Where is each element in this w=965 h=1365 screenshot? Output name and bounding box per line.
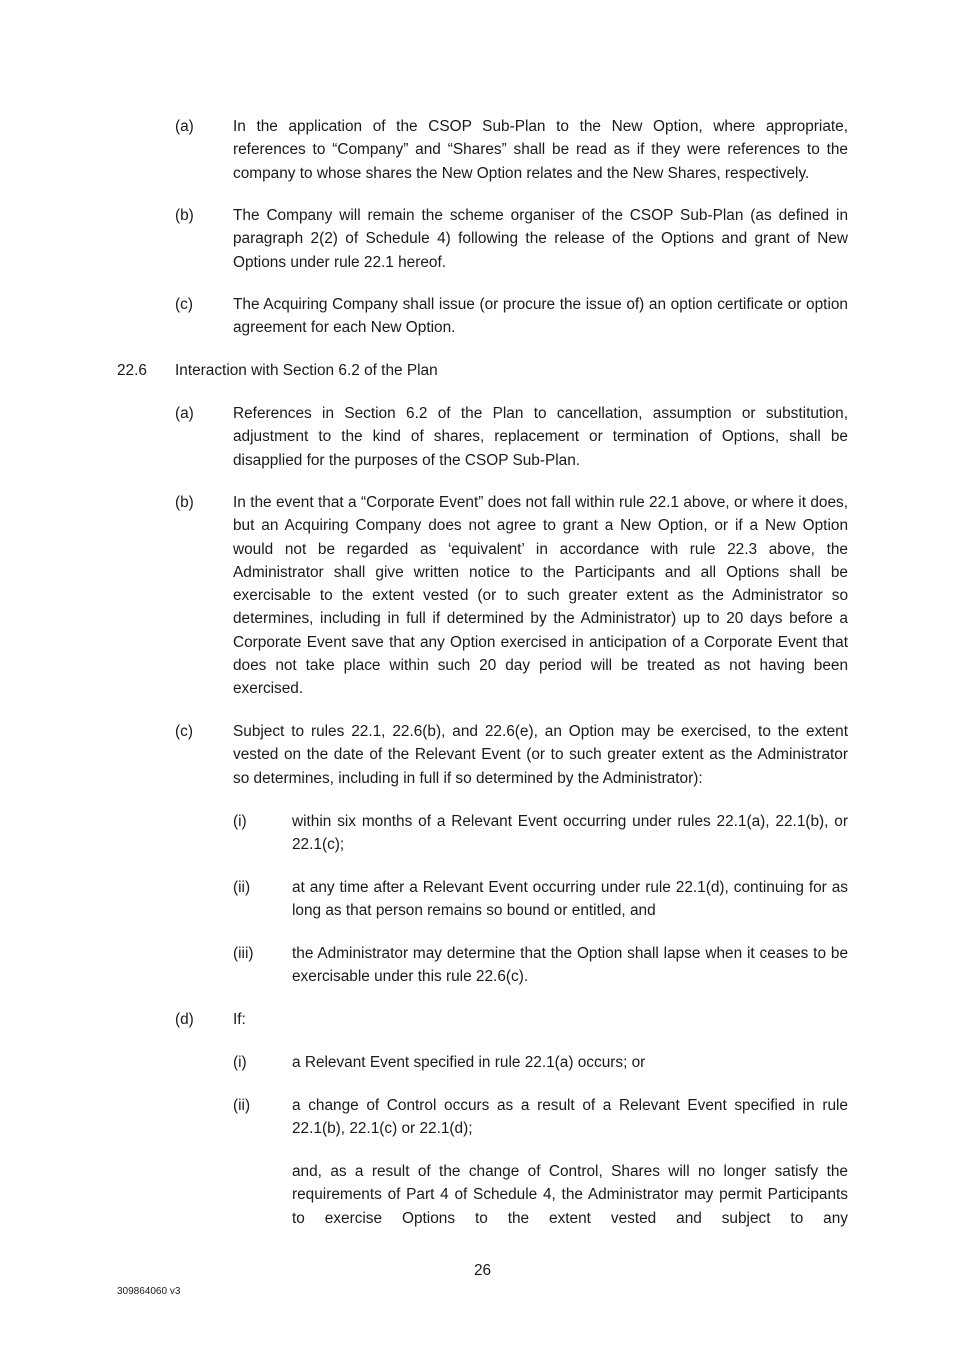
paragraph-text: In the application of the CSOP Sub-Plan to the New Option, where appropriate, references to “Company” and “Shares” shall be read as if they were references to the company to whose shares the New Option relates and the New Shares, respectively. [233, 118, 848, 182]
paragraph-label: (b) [175, 207, 194, 224]
d-continuation-text: and, as a result of the change of Control, Shares will no longer satisfy the requirements of Part 4 of Schedule 4, the Administrator may permit Participants to exercise Options to the extent vested and subject to any [292, 1163, 848, 1227]
item-text: References in Section 6.2 of the Plan to cancellation, assumption or substitution, adjustment to the kind of shares, replacement or termination of Options, shall be disapplied for the purposes of the CSOP Sub-Plan. [233, 405, 848, 469]
item-label: (a) [175, 405, 194, 422]
item-label: (d) [175, 1011, 194, 1028]
subitem-label: (ii) [233, 1097, 251, 1114]
document-reference: 309864060 v3 [117, 1286, 181, 1297]
item-label: (c) [175, 723, 193, 740]
subitem-label: (iii) [233, 945, 254, 962]
paragraph-text: The Acquiring Company shall issue (or procure the issue of) an option certificate or option agreement for each New Option. [233, 296, 848, 337]
subitem-text: a change of Control occurs as a result of a Relevant Event specified in rule 22.1(b), 22.1(c) or 22.1(d); [292, 1097, 848, 1138]
subitem-text: a Relevant Event specified in rule 22.1(a) occurs; or [292, 1054, 646, 1071]
c-subitem-iii [233, 942, 848, 989]
subitem-text: at any time after a Relevant Event occurring under rule 22.1(d), continuing for as long as that person remains so bound or entitled, and [292, 879, 848, 920]
d-subitem-ii [233, 1094, 848, 1141]
section-title: Interaction with Section 6.2 of the Plan [175, 362, 438, 379]
section-item-a [175, 402, 848, 472]
section-item-b [175, 491, 848, 701]
item-text: If: [233, 1011, 246, 1028]
paragraph-a [175, 115, 848, 185]
section-number: 22.6 [117, 362, 147, 379]
item-text: In the event that a “Corporate Event” does not fall within rule 22.1 above, or where it does, but an Acquiring Company does not agree to grant a New Option, or if a New Option would not be regarded as ‘equivalent’ in accordance with rule 22.3 above, the Administrator shall give written notice to the Participants and all Options shall be exercisable to the extent vested (or to such greater extent as the Administrator so determines, including in full if determined by the Administrator) up to 20 days before a Corporate Event save that any Option exercised in anticipation of a Corporate Event that does not take place within such 20 day period will be treated as not having been exercised. [233, 494, 848, 698]
section-item-d [175, 1008, 848, 1031]
paragraph-b [175, 204, 848, 274]
section-heading [117, 359, 848, 382]
c-subitem-i [233, 810, 848, 857]
subitem-label: (ii) [233, 879, 251, 896]
item-text: Subject to rules 22.1, 22.6(b), and 22.6(e), an Option may be exercised, to the extent vested on the date of the Relevant Event (or to such greater extent as the Administrator so determines, including in full if so determined by the Administrator): [233, 723, 848, 787]
paragraph-text: The Company will remain the scheme organiser of the CSOP Sub-Plan (as defined in paragraph 2(2) of Schedule 4) following the release of the Options and grant of New Options under rule 22.1 hereof. [233, 207, 848, 271]
paragraph-label: (c) [175, 296, 193, 313]
paragraph-c [175, 293, 848, 340]
subitem-label: (i) [233, 813, 247, 830]
item-label: (b) [175, 494, 194, 511]
subitem-text: within six months of a Relevant Event occurring under rules 22.1(a), 22.1(b), or 22.1(c); [292, 813, 848, 854]
section-item-c [175, 720, 848, 790]
d-subitem-i [233, 1051, 848, 1074]
page-number: 26 [473, 1262, 492, 1279]
paragraph-label: (a) [175, 118, 194, 135]
subitem-text: the Administrator may determine that the Option shall lapse when it ceases to be exercisable under this rule 22.6(c). [292, 945, 848, 986]
c-subitem-ii [233, 876, 848, 923]
subitem-label: (i) [233, 1054, 247, 1071]
